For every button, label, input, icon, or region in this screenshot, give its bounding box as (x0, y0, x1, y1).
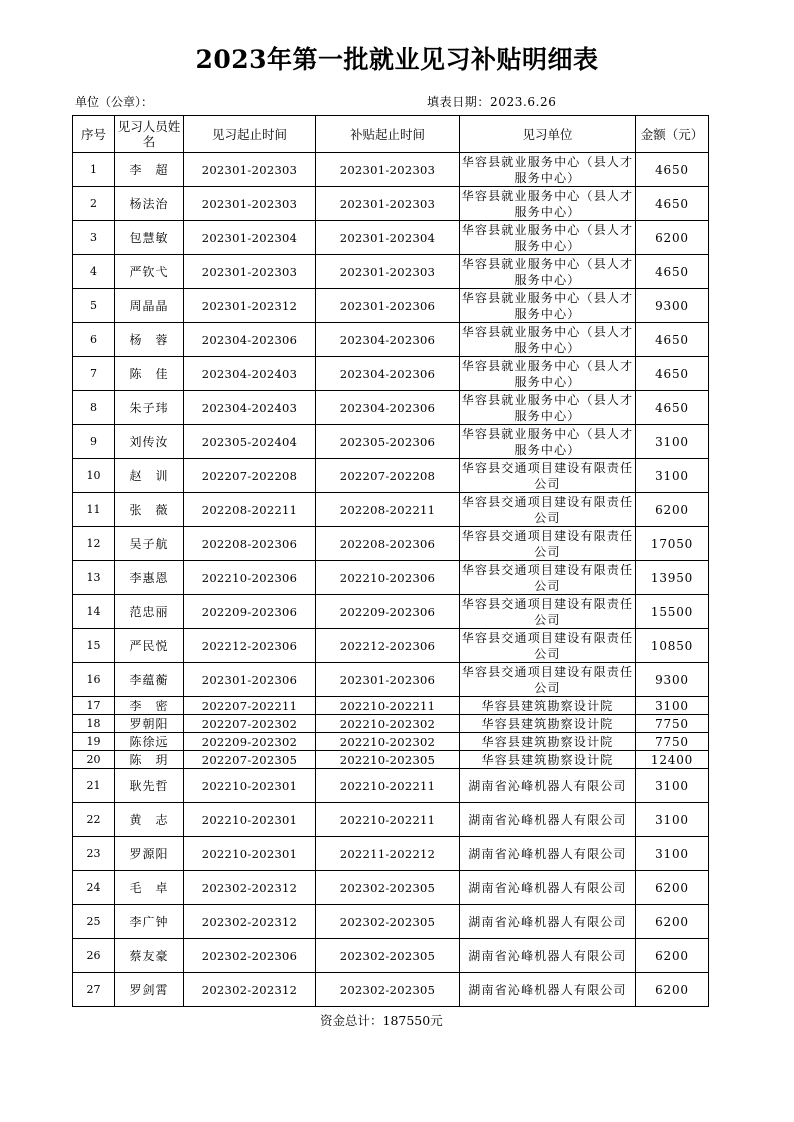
amount-cell: 6200 (636, 493, 709, 527)
org-cell: 华容县就业服务中心（县人才服务中心） (460, 357, 636, 391)
subsidy-period-cell: 202301-202303 (316, 187, 460, 221)
name-cell: 毛 卓 (115, 871, 184, 905)
subsidy-period-cell: 202210-202211 (316, 769, 460, 803)
seq-cell: 4 (73, 255, 115, 289)
org-cell: 华容县就业服务中心（县人才服务中心） (460, 255, 636, 289)
table-row (73, 459, 709, 493)
period-cell: 202210-202301 (184, 769, 316, 803)
org-cell: 湖南省沁峰机器人有限公司 (460, 905, 636, 939)
org-cell: 华容县交通项目建设有限责任公司 (460, 527, 636, 561)
table-row (73, 697, 709, 715)
seq-cell: 1 (73, 153, 115, 187)
amount-cell: 6200 (636, 221, 709, 255)
seq-cell: 14 (73, 595, 115, 629)
period-cell: 202302-202306 (184, 939, 316, 973)
amount-cell: 6200 (636, 939, 709, 973)
amount-cell: 13950 (636, 561, 709, 595)
period-cell: 202209-202302 (184, 733, 316, 751)
subsidy-period-cell: 202301-202304 (316, 221, 460, 255)
subsidy-table (72, 115, 709, 1007)
subsidy-period-cell: 202304-202306 (316, 391, 460, 425)
subsidy-period-cell: 202301-202306 (316, 663, 460, 697)
org-cell: 华容县就业服务中心（县人才服务中心） (460, 153, 636, 187)
seq-cell: 25 (73, 905, 115, 939)
subsidy-period-cell: 202302-202305 (316, 973, 460, 1007)
amount-cell: 4650 (636, 255, 709, 289)
period-cell: 202302-202312 (184, 905, 316, 939)
period-cell: 202210-202301 (184, 803, 316, 837)
subsidy-period-cell: 202304-202306 (316, 323, 460, 357)
table-header-row (73, 116, 709, 153)
period-cell: 202304-202306 (184, 323, 316, 357)
amount-cell: 4650 (636, 391, 709, 425)
org-cell: 华容县就业服务中心（县人才服务中心） (460, 425, 636, 459)
amount-cell: 4650 (636, 187, 709, 221)
name-cell: 李广钟 (115, 905, 184, 939)
seq-cell: 5 (73, 289, 115, 323)
period-cell: 202301-202312 (184, 289, 316, 323)
period-cell: 202301-202303 (184, 255, 316, 289)
name-cell: 李惠恩 (115, 561, 184, 595)
subsidy-period-cell: 202207-202208 (316, 459, 460, 493)
table-row (73, 769, 709, 803)
name-cell: 张 薇 (115, 493, 184, 527)
seq-cell: 16 (73, 663, 115, 697)
page-title: 2023年第一批就业见习补贴明细表 (195, 45, 599, 74)
seq-cell: 7 (73, 357, 115, 391)
name-cell: 包慧敏 (115, 221, 184, 255)
seq-cell: 21 (73, 769, 115, 803)
table-row (73, 803, 709, 837)
seq-cell: 15 (73, 629, 115, 663)
subsidy-period-cell: 202302-202305 (316, 939, 460, 973)
name-cell: 罗源阳 (115, 837, 184, 871)
subsidy-period-cell: 202301-202303 (316, 255, 460, 289)
table-row (73, 939, 709, 973)
name-cell: 陈 佳 (115, 357, 184, 391)
name-cell: 陈 玥 (115, 751, 184, 769)
name-cell: 蔡友豪 (115, 939, 184, 973)
seq-cell: 19 (73, 733, 115, 751)
amount-cell: 3100 (636, 769, 709, 803)
table-row (73, 527, 709, 561)
table-row (73, 715, 709, 733)
org-cell: 华容县建筑勘察设计院 (460, 715, 636, 733)
org-cell: 华容县交通项目建设有限责任公司 (460, 595, 636, 629)
period-cell: 202207-202211 (184, 697, 316, 715)
period-cell: 202301-202304 (184, 221, 316, 255)
amount-cell: 6200 (636, 905, 709, 939)
seq-cell: 17 (73, 697, 115, 715)
name-cell: 朱子玮 (115, 391, 184, 425)
name-cell: 耿先哲 (115, 769, 184, 803)
org-cell: 湖南省沁峰机器人有限公司 (460, 973, 636, 1007)
header-subsidy-period: 补贴起止时间 (316, 116, 460, 153)
table-row (73, 289, 709, 323)
period-cell: 202212-202306 (184, 629, 316, 663)
seq-cell: 12 (73, 527, 115, 561)
seq-cell: 27 (73, 973, 115, 1007)
org-cell: 华容县就业服务中心（县人才服务中心） (460, 221, 636, 255)
table-row (73, 629, 709, 663)
amount-cell: 4650 (636, 357, 709, 391)
table-row (73, 905, 709, 939)
header-name: 见习人员姓名 (115, 116, 184, 153)
amount-cell: 4650 (636, 323, 709, 357)
name-cell: 罗剑霄 (115, 973, 184, 1007)
table-row (73, 153, 709, 187)
name-cell: 吴子航 (115, 527, 184, 561)
subsidy-period-cell: 202210-202302 (316, 715, 460, 733)
seq-cell: 20 (73, 751, 115, 769)
org-cell: 华容县交通项目建设有限责任公司 (460, 629, 636, 663)
amount-cell: 7750 (636, 715, 709, 733)
org-cell: 湖南省沁峰机器人有限公司 (460, 803, 636, 837)
subsidy-period-cell: 202210-202305 (316, 751, 460, 769)
amount-cell: 6200 (636, 871, 709, 905)
period-cell: 202301-202303 (184, 187, 316, 221)
seq-cell: 22 (73, 803, 115, 837)
table-row (73, 323, 709, 357)
subsidy-period-cell: 202210-202211 (316, 803, 460, 837)
org-cell: 湖南省沁峰机器人有限公司 (460, 769, 636, 803)
period-cell: 202208-202211 (184, 493, 316, 527)
seq-cell: 6 (73, 323, 115, 357)
amount-cell: 10850 (636, 629, 709, 663)
name-cell: 陈徐远 (115, 733, 184, 751)
name-cell: 范忠丽 (115, 595, 184, 629)
table-row (73, 595, 709, 629)
org-cell: 华容县交通项目建设有限责任公司 (460, 493, 636, 527)
subsidy-period-cell: 202210-202302 (316, 733, 460, 751)
org-cell: 华容县建筑勘察设计院 (460, 751, 636, 769)
name-cell: 李 超 (115, 153, 184, 187)
table-row (73, 221, 709, 255)
period-cell: 202208-202306 (184, 527, 316, 561)
subsidy-period-cell: 202210-202306 (316, 561, 460, 595)
org-cell: 华容县交通项目建设有限责任公司 (460, 663, 636, 697)
period-cell: 202207-202302 (184, 715, 316, 733)
subsidy-period-cell: 202211-202212 (316, 837, 460, 871)
table-row (73, 493, 709, 527)
subsidy-period-cell: 202209-202306 (316, 595, 460, 629)
seq-cell: 26 (73, 939, 115, 973)
name-cell: 赵 训 (115, 459, 184, 493)
period-cell: 202210-202306 (184, 561, 316, 595)
table-row (73, 255, 709, 289)
name-cell: 杨法治 (115, 187, 184, 221)
subsidy-period-cell: 202302-202305 (316, 871, 460, 905)
org-cell: 华容县建筑勘察设计院 (460, 697, 636, 715)
seq-cell: 23 (73, 837, 115, 871)
seq-cell: 3 (73, 221, 115, 255)
header-period: 见习起止时间 (184, 116, 316, 153)
seq-cell: 11 (73, 493, 115, 527)
org-cell: 华容县建筑勘察设计院 (460, 733, 636, 751)
table-row (73, 561, 709, 595)
org-cell: 湖南省沁峰机器人有限公司 (460, 939, 636, 973)
subsidy-period-cell: 202210-202211 (316, 697, 460, 715)
subsidy-period-cell: 202301-202306 (316, 289, 460, 323)
header-org: 见习单位 (460, 116, 636, 153)
org-cell: 华容县就业服务中心（县人才服务中心） (460, 323, 636, 357)
org-cell: 华容县就业服务中心（县人才服务中心） (460, 289, 636, 323)
table-row (73, 837, 709, 871)
amount-cell: 17050 (636, 527, 709, 561)
subsidy-period-cell: 202301-202303 (316, 153, 460, 187)
amount-cell: 3100 (636, 425, 709, 459)
header-seq: 序号 (73, 116, 115, 153)
name-cell: 刘传汝 (115, 425, 184, 459)
name-cell: 黄 志 (115, 803, 184, 837)
period-cell: 202302-202312 (184, 871, 316, 905)
total-amount: 资金总计：187550元 (320, 1013, 443, 1028)
org-cell: 湖南省沁峰机器人有限公司 (460, 837, 636, 871)
period-cell: 202207-202208 (184, 459, 316, 493)
name-cell: 杨 蓉 (115, 323, 184, 357)
amount-cell: 4650 (636, 153, 709, 187)
table-row (73, 973, 709, 1007)
unit-label: 单位（公章）： (75, 95, 154, 109)
seq-cell: 9 (73, 425, 115, 459)
table-row (73, 663, 709, 697)
subsidy-period-cell: 202212-202306 (316, 629, 460, 663)
table-body (73, 153, 709, 1007)
amount-cell: 3100 (636, 837, 709, 871)
table-row (73, 733, 709, 751)
table-row (73, 751, 709, 769)
subsidy-period-cell: 202305-202306 (316, 425, 460, 459)
amount-cell: 3100 (636, 803, 709, 837)
period-cell: 202209-202306 (184, 595, 316, 629)
table-row (73, 871, 709, 905)
subsidy-period-cell: 202304-202306 (316, 357, 460, 391)
seq-cell: 24 (73, 871, 115, 905)
amount-cell: 9300 (636, 663, 709, 697)
period-cell: 202301-202306 (184, 663, 316, 697)
period-cell: 202305-202404 (184, 425, 316, 459)
seq-cell: 8 (73, 391, 115, 425)
org-cell: 华容县交通项目建设有限责任公司 (460, 561, 636, 595)
period-cell: 202207-202305 (184, 751, 316, 769)
name-cell: 罗朝阳 (115, 715, 184, 733)
org-cell: 华容县交通项目建设有限责任公司 (460, 459, 636, 493)
seq-cell: 10 (73, 459, 115, 493)
table-row (73, 187, 709, 221)
seq-cell: 13 (73, 561, 115, 595)
seq-cell: 2 (73, 187, 115, 221)
amount-cell: 3100 (636, 459, 709, 493)
period-cell: 202304-202403 (184, 391, 316, 425)
subsidy-period-cell: 202208-202306 (316, 527, 460, 561)
name-cell: 严钦弋 (115, 255, 184, 289)
amount-cell: 9300 (636, 289, 709, 323)
name-cell: 周晶晶 (115, 289, 184, 323)
period-cell: 202302-202312 (184, 973, 316, 1007)
header-amount: 金额（元） (636, 116, 709, 153)
seq-cell: 18 (73, 715, 115, 733)
fill-date: 填表日期：2023.6.26 (427, 95, 557, 109)
subsidy-period-cell: 202302-202305 (316, 905, 460, 939)
period-cell: 202301-202303 (184, 153, 316, 187)
name-cell: 李 密 (115, 697, 184, 715)
table-row (73, 425, 709, 459)
org-cell: 华容县就业服务中心（县人才服务中心） (460, 187, 636, 221)
name-cell: 李蕴蘅 (115, 663, 184, 697)
amount-cell: 15500 (636, 595, 709, 629)
table-row (73, 391, 709, 425)
amount-cell: 6200 (636, 973, 709, 1007)
name-cell: 严民悦 (115, 629, 184, 663)
subsidy-period-cell: 202208-202211 (316, 493, 460, 527)
period-cell: 202210-202301 (184, 837, 316, 871)
amount-cell: 7750 (636, 733, 709, 751)
period-cell: 202304-202403 (184, 357, 316, 391)
amount-cell: 12400 (636, 751, 709, 769)
org-cell: 华容县就业服务中心（县人才服务中心） (460, 391, 636, 425)
org-cell: 湖南省沁峰机器人有限公司 (460, 871, 636, 905)
amount-cell: 3100 (636, 697, 709, 715)
table-row (73, 357, 709, 391)
